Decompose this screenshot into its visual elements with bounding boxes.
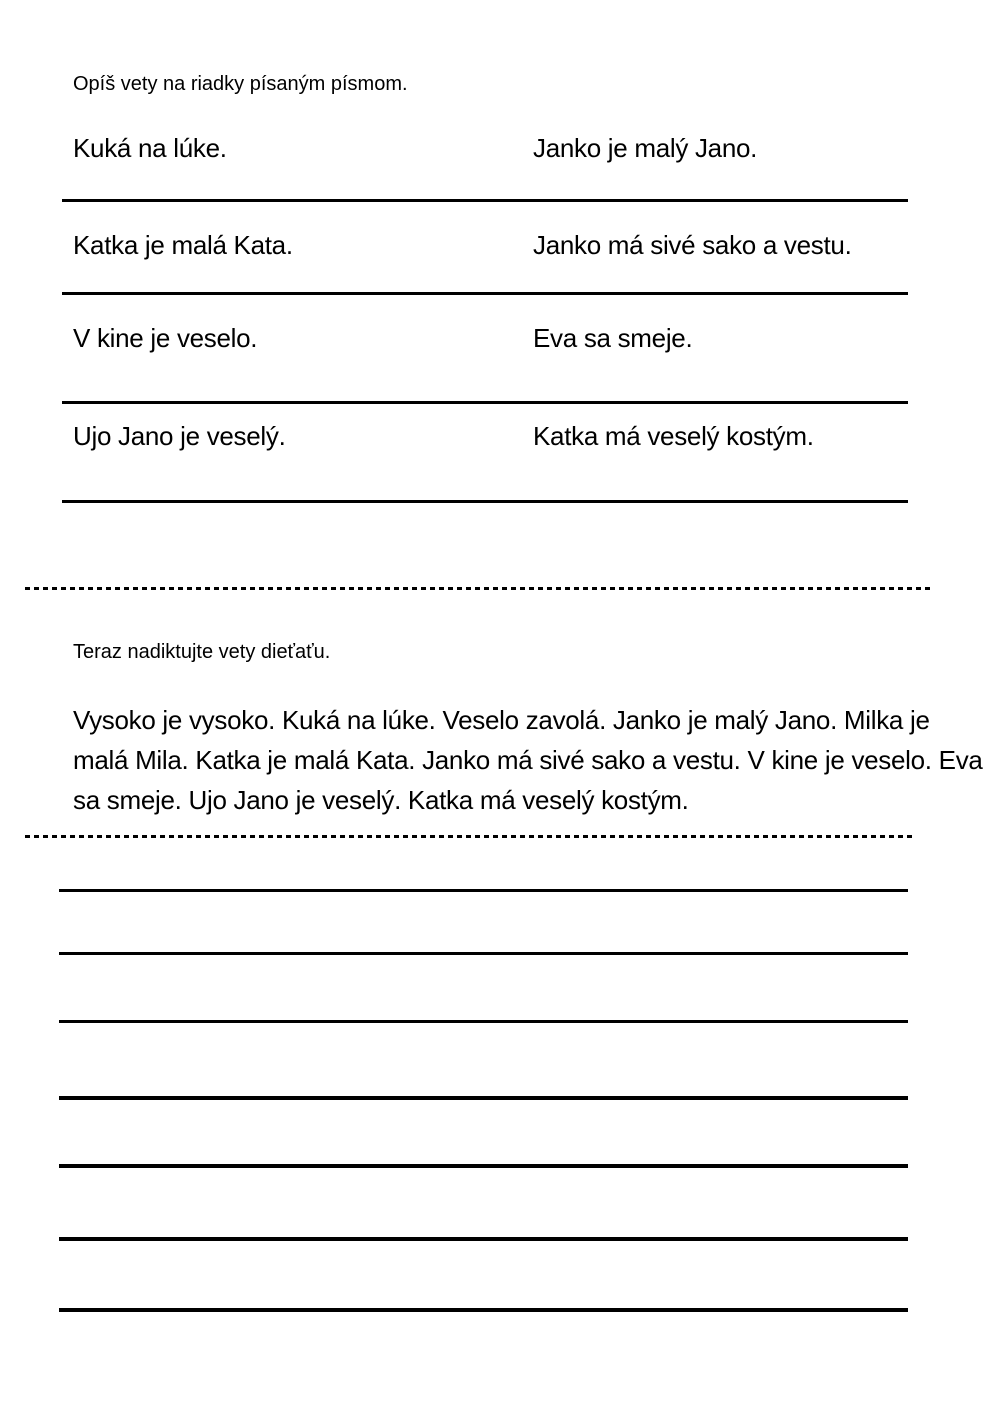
paragraph-line-3: sa smeje. Ujo Jano je veselý. Katka má veselý kostým. [73,785,689,815]
sentence-right-1: Janko je malý Jano. [533,133,758,163]
paragraph-line-1: Vysoko je vysoko. Kuká na lúke. Veselo zavolá. Janko je malý Jano. Milka je [73,705,930,735]
sentence-left-1: Kuká na lúke. [73,133,227,163]
writing-line-4 [59,1096,908,1100]
paragraph-line-2: malá Mila. Katka je malá Kata. Janko má sivé sako a vestu. V kine je veselo. Eva [73,745,983,775]
answer-line-1 [62,199,908,202]
sentence-right-2: Janko má sivé sako a vestu. [533,230,852,260]
sentence-right-3: Eva sa smeje. [533,323,693,353]
writing-line-1 [59,889,908,892]
writing-line-6 [59,1237,908,1241]
sentence-left-4: Ujo Jano je veselý. [73,421,286,451]
dashed-divider-bottom [25,835,913,838]
writing-line-5 [59,1164,908,1168]
writing-line-2 [59,952,908,955]
answer-line-4 [62,500,908,503]
copy-instruction: Opíš vety na riadky písaným písmom. [73,73,408,95]
sentence-right-4: Katka má veselý kostým. [533,421,814,451]
answer-line-2 [62,292,908,295]
writing-line-3 [59,1020,908,1023]
sentence-left-3: V kine je veselo. [73,323,258,353]
dictation-instruction: Teraz nadiktujte vety dieťaťu. [73,641,331,663]
answer-line-3 [62,401,908,404]
writing-line-7 [59,1308,908,1312]
dictation-paragraph [73,700,983,820]
sentence-left-2: Katka je malá Kata. [73,230,293,260]
dashed-divider-top [25,587,930,590]
